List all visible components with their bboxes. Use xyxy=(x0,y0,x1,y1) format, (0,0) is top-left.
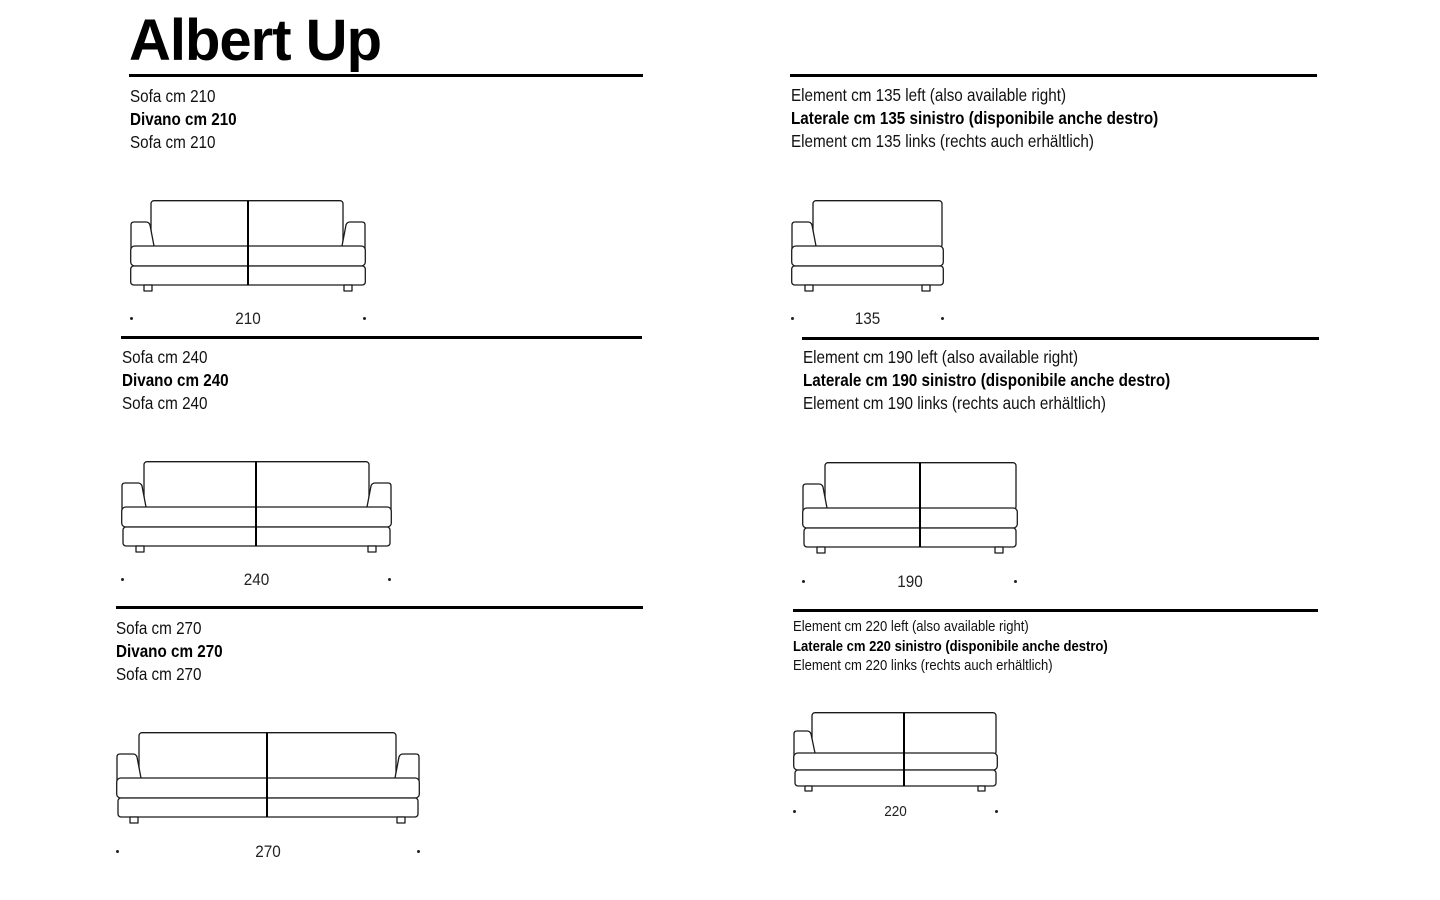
caption-english: Sofa cm 270 xyxy=(116,618,202,638)
page-title: Albert Up xyxy=(129,8,381,73)
dimension-start-dot xyxy=(802,580,805,583)
caption-italian: Laterale cm 135 sinistro (disponibile anche destro) xyxy=(791,108,1159,128)
caption-german: Sofa cm 240 xyxy=(122,393,208,413)
section-rule xyxy=(793,609,1318,612)
dimension-end-dot xyxy=(363,317,366,320)
dimension-end-dot xyxy=(995,810,998,813)
dimension-end-dot xyxy=(1014,580,1017,583)
width-label: 210 xyxy=(235,309,261,328)
element-220-drawing xyxy=(793,712,998,792)
dimension-end-dot xyxy=(941,317,944,320)
element-190-drawing xyxy=(802,462,1018,554)
sofa-240-drawing xyxy=(121,461,392,553)
caption-italian: Divano cm 240 xyxy=(122,370,229,390)
dimension-sofa-210 xyxy=(130,309,366,329)
caption-english: Sofa cm 240 xyxy=(122,347,208,367)
dimension-end-dot xyxy=(388,578,391,581)
width-label: 270 xyxy=(255,842,281,861)
width-label: 135 xyxy=(854,309,881,328)
caption-german: Element cm 190 links (rechts auch erhältlich) xyxy=(803,393,1106,413)
dimension-start-dot xyxy=(116,850,119,853)
dimension-end-dot xyxy=(417,850,420,853)
element-135-drawing xyxy=(791,200,944,292)
sofa-270-drawing xyxy=(116,732,420,824)
dimension-element-135 xyxy=(791,309,944,329)
dimension-start-dot xyxy=(793,810,796,813)
caption-italian: Divano cm 210 xyxy=(130,109,237,129)
caption-german: Sofa cm 270 xyxy=(116,664,202,684)
dimension-start-dot xyxy=(791,317,794,320)
product-sofa-210 xyxy=(130,85,253,154)
caption-italian: Laterale cm 220 sinistro (disponibile anche destro) xyxy=(793,637,1108,655)
dimension-element-190 xyxy=(802,572,1018,592)
caption-german: Sofa cm 210 xyxy=(130,132,216,152)
dimension-start-dot xyxy=(130,317,133,320)
caption-english: Element cm 135 left (also available right) xyxy=(791,85,1067,105)
section-rule xyxy=(129,74,643,77)
caption-italian: Divano cm 270 xyxy=(116,641,223,661)
caption-german: Element cm 220 links (rechts auch erhältlich) xyxy=(793,657,1053,674)
product-element-135 xyxy=(791,84,1213,153)
dimension-start-dot xyxy=(121,578,124,581)
product-element-190 xyxy=(803,346,1225,415)
caption-english: Element cm 220 left (also available right) xyxy=(793,618,1029,635)
caption-italian: Laterale cm 190 sinistro (disponibile anche destro) xyxy=(803,370,1171,390)
section-rule xyxy=(802,337,1319,340)
caption-german: Element cm 135 links (rechts auch erhältlich) xyxy=(791,131,1094,151)
dimension-sofa-240 xyxy=(121,570,392,590)
width-label: 220 xyxy=(884,803,907,820)
section-rule xyxy=(121,336,642,339)
dimension-element-220 xyxy=(793,802,998,822)
sofa-210-drawing xyxy=(130,200,366,292)
width-label: 190 xyxy=(897,572,923,591)
product-sofa-270 xyxy=(116,617,239,686)
caption-english: Element cm 190 left (also available right) xyxy=(803,347,1079,367)
dimension-sofa-270 xyxy=(116,842,420,862)
width-label: 240 xyxy=(243,570,270,589)
product-element-220 xyxy=(793,617,1155,676)
product-sofa-240 xyxy=(122,346,245,415)
section-rule xyxy=(116,606,643,609)
section-rule xyxy=(790,74,1317,77)
caption-english: Sofa cm 210 xyxy=(130,86,216,106)
